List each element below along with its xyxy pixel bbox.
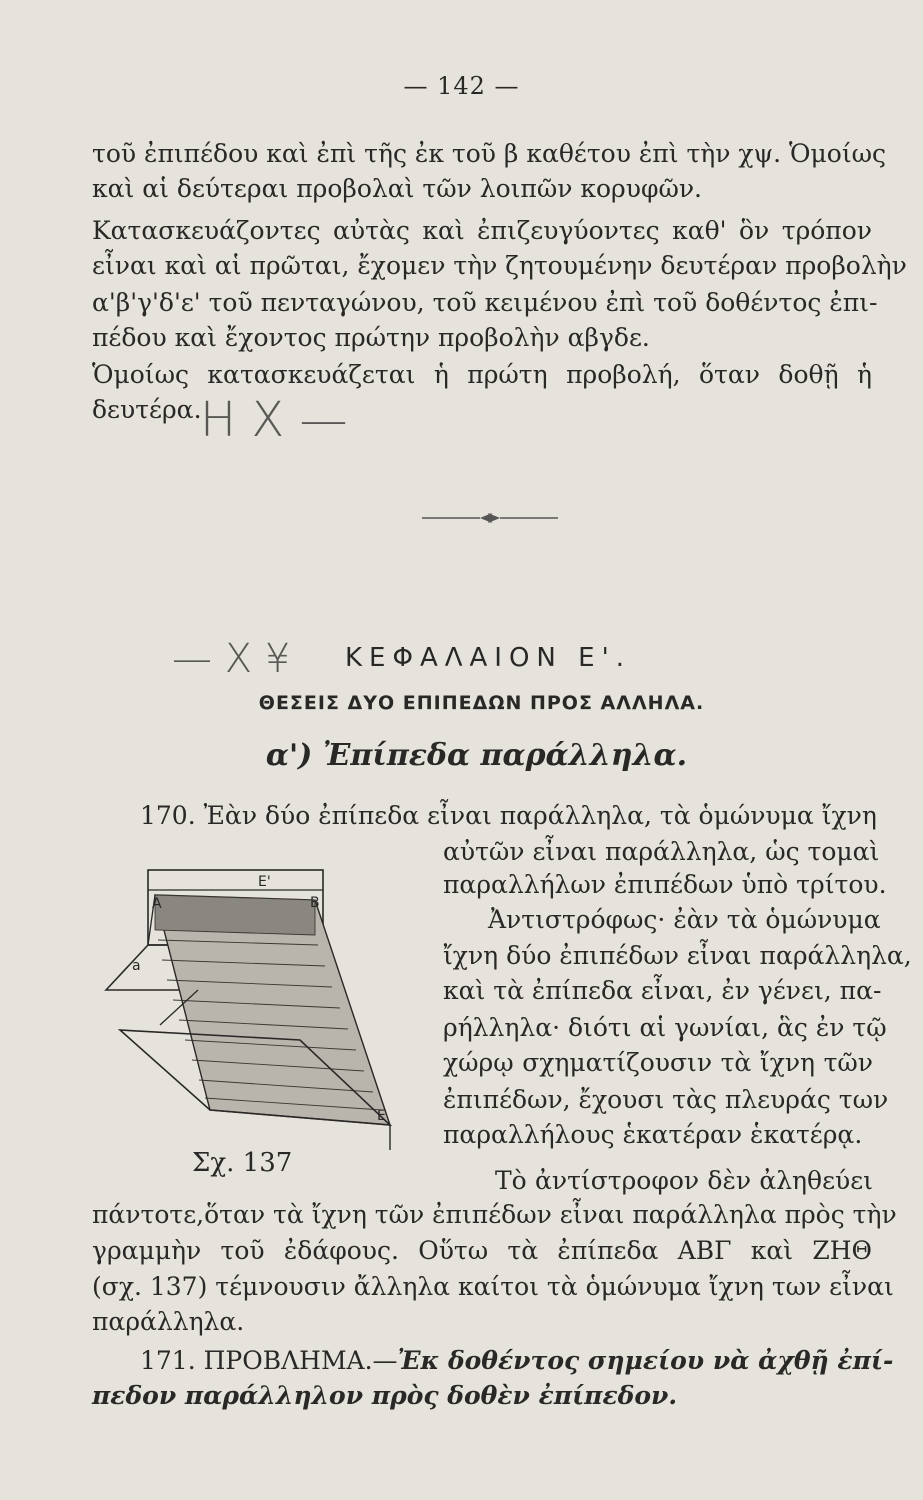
text-line: τοῦ ἐπιπέδου καὶ ἐπὶ τῆς ἐκ τοῦ β καθέτου ἐπὶ τὴν χψ. Ὁμοίως [92, 139, 887, 168]
handwritten-marks: — X ¥ [172, 636, 291, 682]
figure-label-e-prime: E' [258, 874, 271, 890]
text-line: πάντοτε,ὅταν τὰ ἴχνη τῶν ἐπιπέδων εἶναι παράλληλα πρὸς τὴν [92, 1200, 897, 1229]
problem-text: Ἐκ δοθέντος σημείου νὰ ἀχθῇ ἐπί- [397, 1346, 894, 1375]
text-line: 170. Ἐὰν δύο ἐπίπεδα εἶναι παράλληλα, τὰ ὁμώνυμα ἴχνη [140, 801, 877, 830]
text-line: χώρῳ σχηματίζουσιν τὰ ἴχνη τῶν [443, 1048, 873, 1077]
text-line: αὐτῶν εἶναι παράλληλα, ὡς τομαὶ [443, 837, 880, 866]
text-line: καὶ αἱ δεύτεραι προβολαὶ τῶν λοιπῶν κορυφῶν. [92, 174, 702, 203]
text-line: εἶναι καὶ αἱ πρῶται, ἔχομεν τὴν ζητουμένην δευτέραν προβολὴν [92, 251, 907, 280]
text-line: Κατασκευάζοντες αὐτὰς καὶ ἐπιζευγύοντες καθ' ὃν τρόπον [92, 216, 872, 245]
figure-caption: Σχ. 137 [192, 1148, 293, 1178]
figure-label-e: E [377, 1108, 386, 1124]
text-line: παραλλήλους ἑκατέραν ἑκατέρᾳ. [443, 1120, 863, 1149]
figure-137-diagram [100, 860, 430, 1160]
text-line: παραλλήλων ἐπιπέδων ὑπὸ τρίτου. [443, 870, 887, 899]
text-line: ρήλληλα· διότι αἱ γωνίαι, ἃς ἐν τῷ [443, 1013, 887, 1042]
figure-label-a: A [152, 896, 162, 912]
figure-label-b: B [310, 895, 320, 911]
figure-label-side: a [132, 958, 141, 974]
text-line: ἐπιπέδων, ἔχουσι τὰς πλευράς των [443, 1085, 889, 1114]
text-line: καὶ τὰ ἐπίπεδα εἶναι, ἐν γένει, πα- [443, 976, 882, 1005]
text-line: πέδου καὶ ἔχοντος πρώτην προβολὴν αβγδε. [92, 323, 650, 352]
problem-heading [140, 1345, 894, 1377]
problem-number: 171. ΠΡΟΒΛΗΜΑ.— [140, 1346, 398, 1375]
page-number: — 142 — [403, 72, 520, 100]
problem-text: πεδον παράλληλον πρὸς δοθὲν ἐπίπεδον. [92, 1381, 678, 1410]
ornament-divider [420, 508, 560, 528]
text-line: παράλληλα. [92, 1307, 245, 1336]
text-line: α'β'γ'δ'ε' τοῦ πενταγώνου, τοῦ κειμένου ἐπὶ τοῦ δοθέντος ἐπι- [92, 288, 878, 317]
text-line: ἴχνη δύο ἐπιπέδων εἶναι παράλληλα, [443, 941, 912, 970]
text-line: Ἀντιστρόφως· ἐὰν τὰ ὁμώνυμα [488, 905, 881, 934]
text-line: (σχ. 137) τέμνουσιν ἄλληλα καίτοι τὰ ὁμώνυμα ἴχνη των εἶναι [92, 1272, 894, 1301]
section-title: α') Ἐπίπεδα παράλληλα. [265, 738, 688, 773]
chapter-title: ΚΕΦΑΛΑΙΟΝ Ε'. [345, 643, 631, 673]
text-line: γραμμὴν τοῦ ἐδάφους. Οὕτω τὰ ἐπίπεδα ΑΒΓ καὶ ΖΗΘ [92, 1236, 872, 1265]
text-line: Τὸ ἀντίστροφον δὲν ἀληθεύει [495, 1166, 873, 1195]
handwritten-marks: H X — [200, 392, 348, 448]
chapter-subtitle: ΘΕΣΕΙΣ ΔΥΟ ΕΠΙΠΕΔΩΝ ΠΡΟΣ ΑΛΛΗΛΑ. [258, 692, 705, 714]
text-line: Ὁμοίως κατασκευάζεται ἡ πρώτη προβολή, ὅταν δοθῇ ἡ [92, 360, 872, 389]
text-line: δευτέρα. [92, 395, 202, 424]
